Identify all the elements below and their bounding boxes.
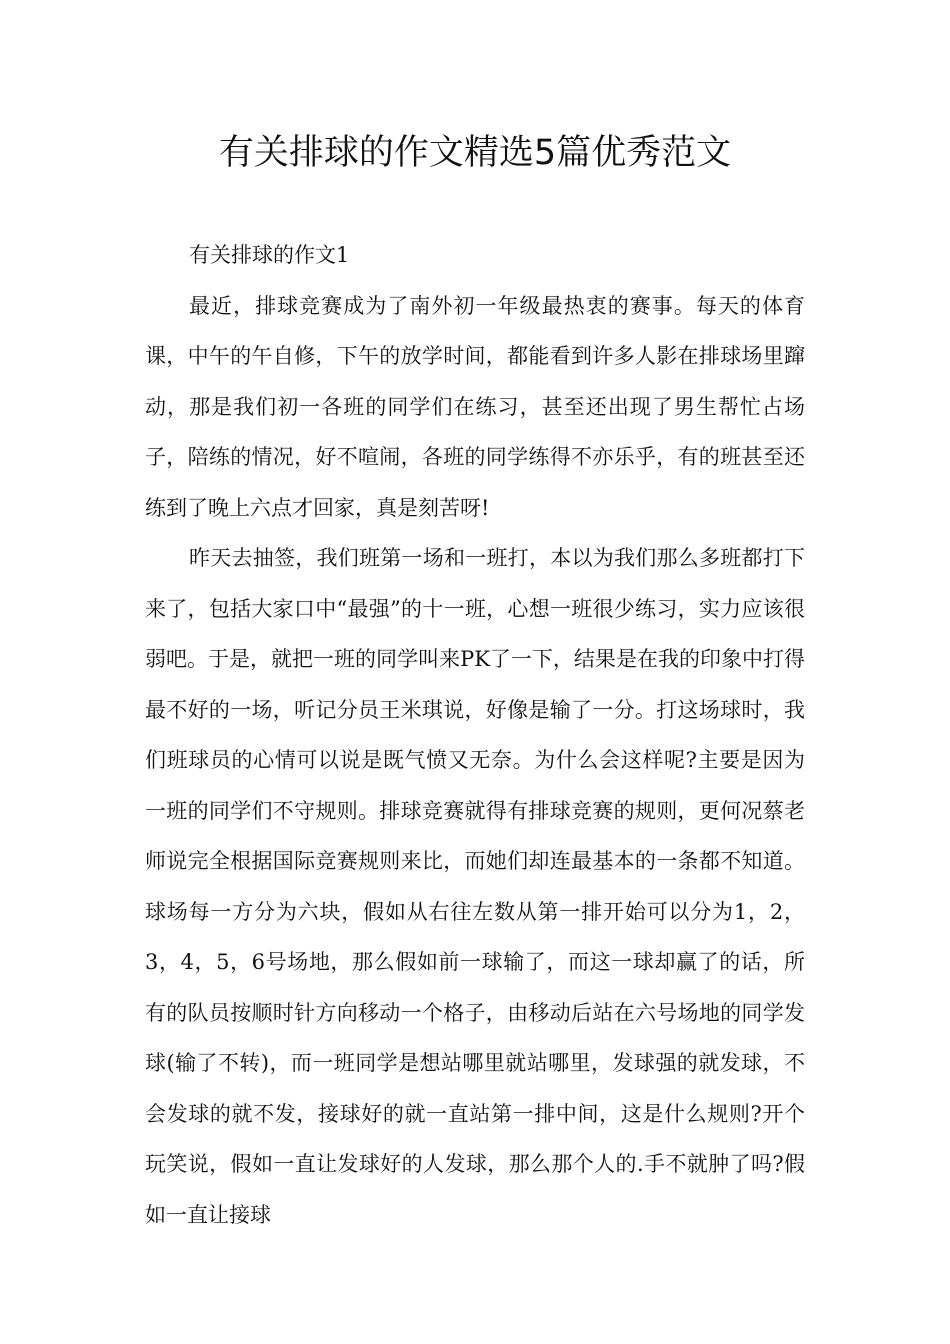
- essay-heading: 有关排球的作文1: [189, 243, 350, 267]
- document-body: [145, 230, 805, 1240]
- paragraph-2: 昨天去抽签，我们班第一场和一班打，本以为我们那么多班都打下来了，包括大家口中“最强”的十一班，心想一班很少练习，实力应该很弱吧。于是，就把一班的同学叫来PK了一下，结果是在我的印象中打得最不好的一场，听记分员王米琪说，好像是输了一分。打这场球时，我们班球员的心情可以说是既气愤又无奈。为什么会这样呢?主要是因为一班的同学们不守规则。排球竞赛就得有排球竞赛的规则，更何况蔡老师说完全根据国际竞赛规则来比，而她们却连最基本的一条都不知道。球场每一方分为六块，假如从右往左数从第一排开始可以分为1，2，3，4，5，6号场地，那么假如前一球输了，而这一球却赢了的话，所有的队员按顺时针方向移动一个格子，由移动后站在六号场地的同学发球(输了不转)，而一班同学是想站哪里就站哪里，发球强的就发球，不会发球的就不发，接球好的就一直站第一排中间，这是什么规则?开个玩笑说，假如一直让发球好的人发球，那么那个人的.手不就肿了吗?假如一直让接球: [145, 546, 805, 1227]
- paragraph-1: 最近，排球竞赛成为了南外初一年级最热衷的赛事。每天的体育课，中午的午自修，下午的放学时间，都能看到许多人影在排球场里蹿动，那是我们初一各班的同学们在练习，甚至还出现了男生帮忙占场子，陪练的情况，好不喧闹，各班的同学练得不亦乐乎，有的班甚至还练到了晚上六点才回家，真是刻苦呀!: [145, 293, 805, 520]
- document-title: 有关排球的作文精选5篇优秀范文: [218, 133, 732, 173]
